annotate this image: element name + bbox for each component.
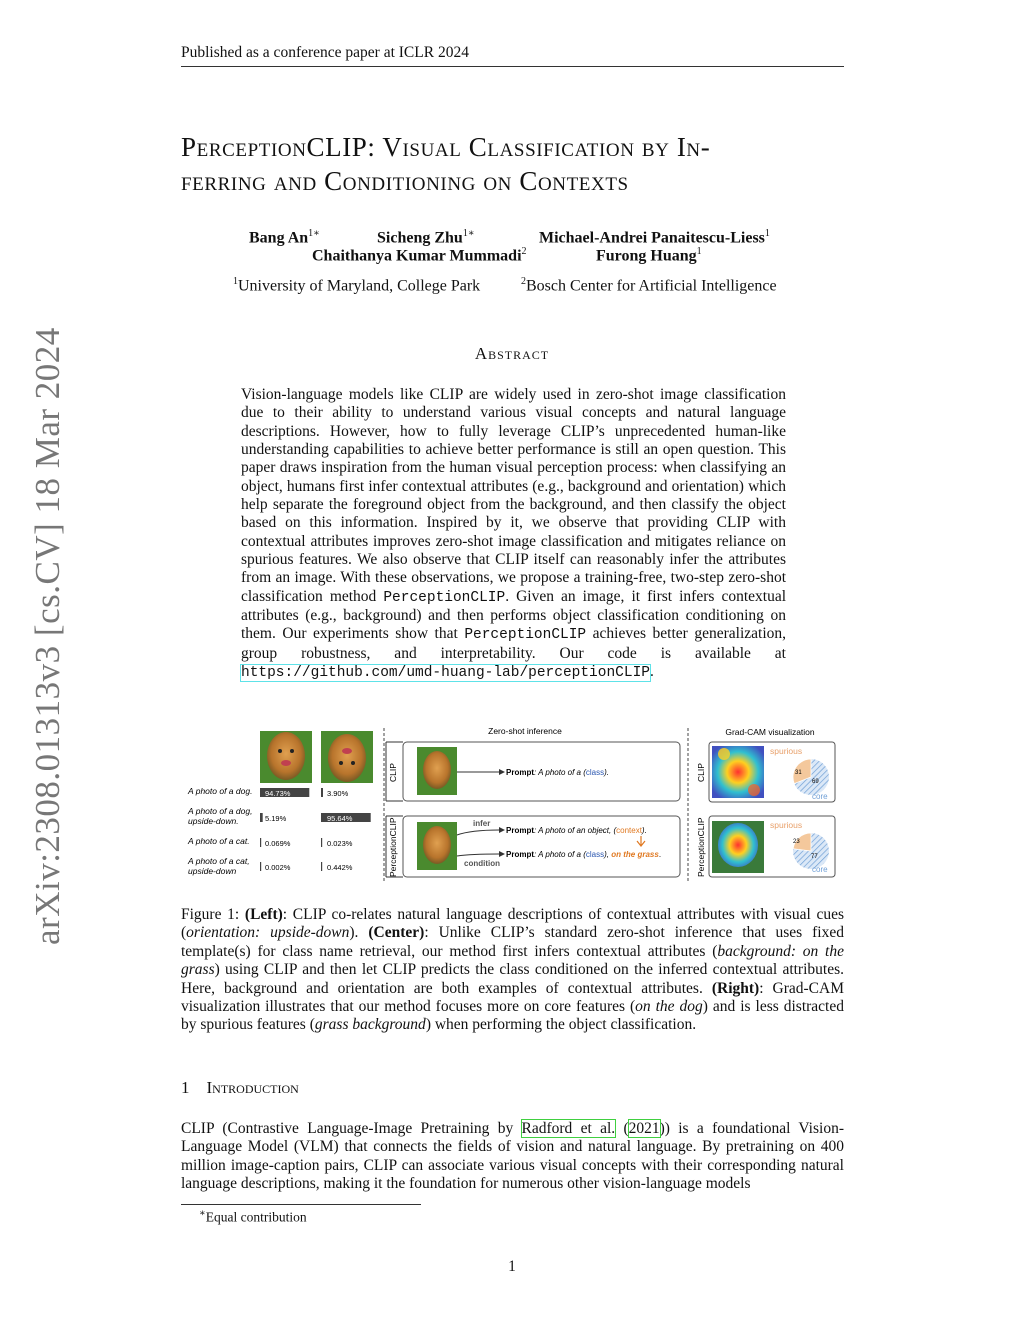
probability-value: 0.002% [265,863,291,872]
zero-shot-title: Zero-shot inference [488,726,562,736]
affiliation-2: $^2$Bosch Center for Artificial Intelligence [521,276,777,295]
spurious-label: spurious [770,820,803,830]
probability-value: 5.19% [265,814,287,823]
probability-bar [260,838,261,847]
figure-1 [181,720,844,890]
probability-value: 0.069% [265,839,291,848]
clip-prompt: Prompt: A photo of a (class). [506,768,610,777]
figure-caption: Figure 1: (Left): CLIP co-relates natural language descriptions of contextual attributes with visual cues (orientation: upside-down). (Center): Unlike CLIP’s standard zero-shot inference that uses fixed template(s) for class name retrieval, our method first infers contextual attributes (background: on the grass) using CLIP and then let CLIP predicts the class conditioned on the inferred contextual attributes. Here, background and orientation are both examples of contextual attributes. (Right): Grad-CAM visualization illustrates that our method focuses more on core features (on the dog) and is less distracted by spurious features (grass background) when performing the object classification. [181,906,845,1034]
dog-photo-center-2 [417,822,457,870]
page-number: 1 [508,1258,516,1275]
infer-label: infer [473,819,491,828]
section-heading: 1 Introduction [181,1078,299,1097]
dog-photo-upside-down [321,731,373,783]
author-5: Furong Huang$^1$ [596,246,702,265]
probability-value: 0.442% [327,863,353,872]
probability-bar [321,838,322,847]
row-label: A photo of a cat, [188,856,250,866]
probability-bar [321,788,323,797]
row-label: upside-down. [188,816,239,826]
clip-row-label: CLIP [388,763,398,782]
conditioned-prompt: Prompt: A photo of a (class), on the grass. [506,850,662,859]
spurious-label: spurious [770,746,803,756]
core-value: 77 [811,854,818,860]
probability-value: 95.64% [327,814,353,823]
probability-bar [260,813,263,822]
author-4: Chaithanya Kumar Mummadi$^2$ [312,246,527,265]
title-line-2: ferring and Conditioning on Contexts [181,166,629,196]
probability-bar [260,862,261,871]
probability-bar [321,862,322,871]
footnote-rule [181,1204,421,1205]
gradcam-title: Grad-CAM visualization [725,727,815,737]
row-label: upside-down [188,866,237,876]
row-label: A photo of a dog. [188,786,253,796]
context-prompt: Prompt: A photo of an object, (context). [506,826,647,835]
affiliation-1: $^1$University of Maryland, College Park [233,276,481,295]
author-2: Sicheng Zhu$^{1∗}$ [377,228,475,247]
probability-value: 3.90% [327,789,349,798]
abstract-heading: Abstract [474,344,550,363]
core-label: core [812,865,828,874]
code-url-link[interactable]: https://github.com/umd-huang-lab/perceptionCLIP [241,665,650,682]
dog-photo-upright [260,731,312,783]
gradcam-heatmap-perceptionclip [712,821,764,873]
perceptionclip-row-label-right: PerceptionCLIP [696,817,706,877]
author-3: Michael-Andrei Panaitescu-Liess$^1$ [539,228,770,247]
method-name: PerceptionCLIP [464,627,587,644]
spurious-value: 31 [795,770,802,776]
probability-value: 0.023% [327,839,353,848]
row-label: A photo of a dog, [188,806,253,816]
condition-label: condition [464,859,500,868]
spurious-value: 23 [793,839,800,845]
core-label: core [812,792,828,801]
clip-row-label-right: CLIP [696,763,706,782]
abstract-body: Vision-language models like CLIP are widely used in zero-shot image classification due to their ability to understand various visual concepts and natural language descriptions. However, how to fully leverage CLIP’s unprecedented human-like understanding capabilities to achieve better performance is still an open question. This paper draws inspiration from the human visual perception process: when classifying an object, humans first infer contextual attributes (e.g., background and orientation) which help separate the foreground object from the background, and then classify the object based on this information. Inspired by it, we observe that providing CLIP with contextual attributes improves zero-shot image classification and mitigates reliance on spurious features. We also observe that CLIP itself can reasonably infer the attributes from an image. With these observations, we propose a training-free, two-step zero-shot classification method PerceptionCLIP. Given an image, it first infers contextual attributes (e.g., background) and then performs object classification conditioning on them. Our experiments show that PerceptionCLIP achieves better generalization, group robustness, and interpretability. Our code is available at https://github.com/umd-huang-lab/perceptionCLIP. [241,386,787,682]
dog-photo-center-1 [417,747,457,795]
core-value: 69 [812,779,819,785]
header-rule [181,66,844,67]
probability-value: 94.73% [265,789,291,798]
author-1: Bang $An^{1∗}$ [249,228,320,247]
intro-paragraph: CLIP (Contrastive Language-Image Pretraining by Radford et al. (2021)) is a foundational Vision-Language Model (VLM) that connects the fields of vision and natural language. By pretraining on 400 million image-caption pairs, CLIP can associate various visual concepts with their corresponding natural language descriptions, making it the foundation for numerous other vision-language models [181,1120,844,1193]
method-name: PerceptionCLIP [383,589,506,606]
row-label: A photo of a cat. [188,836,250,846]
arxiv-identifier: arXiv:2308.01313v3 [cs.CV] 18 Mar 2024 [28,327,67,945]
citation-link[interactable]: Radford et al. [521,1120,616,1137]
citation-year-link[interactable]: 2021 [628,1120,660,1137]
perceptionclip-row-label: PerceptionCLIP [388,817,398,877]
paper-title [181,130,851,198]
gradcam-heatmap-clip [712,746,764,798]
footnote: ∗Equal contribution [199,1208,307,1225]
running-header: Published as a conference paper at ICLR 2024 [181,44,469,61]
title-line-1: PerceptionCLIP: Visual Classification by In- [181,132,711,162]
